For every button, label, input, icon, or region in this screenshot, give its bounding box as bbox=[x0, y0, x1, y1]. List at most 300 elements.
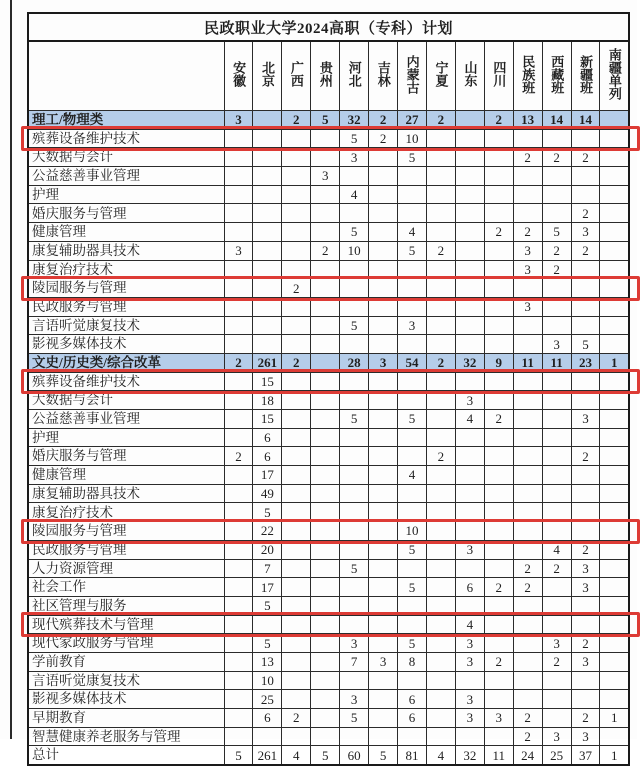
table-row bbox=[28, 372, 629, 391]
cell bbox=[311, 727, 340, 746]
cell: 6 bbox=[398, 690, 427, 709]
cell bbox=[426, 709, 455, 728]
cell bbox=[455, 204, 484, 223]
cell bbox=[311, 428, 340, 447]
cell: 15 bbox=[253, 410, 282, 429]
cell bbox=[513, 185, 542, 204]
column-header-label: 新疆班 bbox=[578, 54, 594, 94]
cell bbox=[224, 204, 253, 223]
cell: 4 bbox=[455, 410, 484, 429]
cell bbox=[369, 559, 398, 578]
cell: 3 bbox=[542, 634, 571, 653]
cell bbox=[542, 522, 571, 541]
row-label: 健康管理 bbox=[28, 466, 224, 485]
table-row bbox=[28, 204, 629, 223]
cell: 4 bbox=[426, 746, 455, 765]
section-row bbox=[28, 353, 629, 372]
cell: 6 bbox=[455, 578, 484, 597]
cell bbox=[311, 148, 340, 167]
table-row bbox=[28, 484, 629, 503]
cell bbox=[426, 522, 455, 541]
cell bbox=[600, 335, 629, 354]
cell: 5 bbox=[398, 634, 427, 653]
cell bbox=[513, 466, 542, 485]
cell: 3 bbox=[455, 634, 484, 653]
column-header-label: 宁夏 bbox=[433, 61, 449, 87]
cell bbox=[311, 372, 340, 391]
cell bbox=[398, 372, 427, 391]
cell bbox=[600, 204, 629, 223]
cell bbox=[426, 578, 455, 597]
column-header-label: 南疆单列 bbox=[606, 48, 622, 100]
cell bbox=[340, 522, 369, 541]
cell: 261 bbox=[253, 353, 282, 372]
column-header bbox=[426, 41, 455, 111]
column-header-label: 广西 bbox=[288, 61, 304, 87]
cell: 10 bbox=[253, 671, 282, 690]
cell bbox=[542, 671, 571, 690]
cell: 2 bbox=[542, 148, 571, 167]
cell bbox=[600, 503, 629, 522]
cell bbox=[311, 223, 340, 242]
cell bbox=[513, 671, 542, 690]
cell: 2 bbox=[282, 709, 311, 728]
cell bbox=[484, 148, 513, 167]
cell bbox=[282, 335, 311, 354]
cell: 37 bbox=[571, 746, 600, 765]
cell bbox=[426, 466, 455, 485]
cell: 5 bbox=[311, 746, 340, 765]
row-label: 婚庆服务与管理 bbox=[28, 447, 224, 466]
row-label: 理工/物理类 bbox=[28, 111, 224, 130]
cell bbox=[600, 727, 629, 746]
cell bbox=[398, 727, 427, 746]
cell: 2 bbox=[311, 241, 340, 260]
cell bbox=[311, 540, 340, 559]
table-row bbox=[28, 185, 629, 204]
cell bbox=[224, 316, 253, 335]
cell bbox=[398, 391, 427, 410]
cell bbox=[600, 615, 629, 634]
table-row bbox=[28, 391, 629, 410]
cell bbox=[542, 391, 571, 410]
cell bbox=[369, 447, 398, 466]
cell: 17 bbox=[253, 466, 282, 485]
cell: 81 bbox=[398, 746, 427, 765]
cell bbox=[571, 466, 600, 485]
cell bbox=[282, 671, 311, 690]
column-header-label: 山东 bbox=[462, 61, 478, 87]
table-body bbox=[28, 111, 629, 766]
cell bbox=[600, 111, 629, 130]
cell bbox=[369, 148, 398, 167]
cell bbox=[340, 447, 369, 466]
cell bbox=[484, 466, 513, 485]
cell bbox=[426, 316, 455, 335]
column-header bbox=[340, 41, 369, 111]
cell bbox=[253, 260, 282, 279]
cell bbox=[282, 204, 311, 223]
cell bbox=[369, 316, 398, 335]
cell: 2 bbox=[484, 111, 513, 130]
row-label: 陵园服务与管理 bbox=[28, 522, 224, 541]
cell bbox=[571, 690, 600, 709]
cell bbox=[542, 167, 571, 186]
cell: 2 bbox=[369, 129, 398, 148]
column-header-label: 北京 bbox=[260, 61, 275, 87]
cell: 5 bbox=[253, 596, 282, 615]
column-header-label: 河北 bbox=[346, 61, 362, 87]
row-label: 婚庆服务与管理 bbox=[28, 204, 224, 223]
cell bbox=[224, 578, 253, 597]
cell: 3 bbox=[224, 111, 253, 130]
cell: 5 bbox=[340, 709, 369, 728]
cell bbox=[484, 596, 513, 615]
cell bbox=[484, 540, 513, 559]
row-label: 现代家政服务与管理 bbox=[28, 634, 224, 653]
row-label: 文史/历史类/综合改革 bbox=[28, 353, 224, 372]
cell: 261 bbox=[253, 746, 282, 765]
cell bbox=[253, 241, 282, 260]
cell bbox=[513, 652, 542, 671]
cell bbox=[484, 279, 513, 298]
cell bbox=[398, 260, 427, 279]
cell bbox=[571, 484, 600, 503]
cell bbox=[282, 466, 311, 485]
cell bbox=[600, 578, 629, 597]
cell: 3 bbox=[340, 148, 369, 167]
cell bbox=[455, 316, 484, 335]
column-header-label: 内蒙古 bbox=[404, 54, 420, 94]
cell bbox=[340, 484, 369, 503]
cell bbox=[224, 522, 253, 541]
cell bbox=[542, 709, 571, 728]
row-label: 民政服务与管理 bbox=[28, 297, 224, 316]
table-title: 民政职业大学2024高职（专科）计划 bbox=[28, 13, 629, 41]
cell bbox=[426, 540, 455, 559]
cell: 2 bbox=[513, 709, 542, 728]
cell bbox=[455, 260, 484, 279]
table-row bbox=[28, 297, 629, 316]
cell bbox=[340, 372, 369, 391]
cell: 18 bbox=[253, 391, 282, 410]
cell bbox=[600, 410, 629, 429]
cell bbox=[600, 167, 629, 186]
table-row bbox=[28, 279, 629, 298]
cell bbox=[282, 297, 311, 316]
cell bbox=[484, 615, 513, 634]
cell: 28 bbox=[340, 353, 369, 372]
cell bbox=[311, 709, 340, 728]
cell bbox=[571, 297, 600, 316]
cell bbox=[455, 428, 484, 447]
cell bbox=[253, 167, 282, 186]
table-row bbox=[28, 540, 629, 559]
row-label: 现代殡葬技术与管理 bbox=[28, 615, 224, 634]
cell bbox=[426, 185, 455, 204]
cell bbox=[455, 111, 484, 130]
cell bbox=[426, 615, 455, 634]
table-row bbox=[28, 260, 629, 279]
cell bbox=[542, 316, 571, 335]
cell bbox=[571, 596, 600, 615]
cell bbox=[455, 372, 484, 391]
cell: 2 bbox=[484, 223, 513, 242]
cell bbox=[513, 634, 542, 653]
cell bbox=[224, 297, 253, 316]
cell bbox=[311, 690, 340, 709]
table-row bbox=[28, 652, 629, 671]
cell: 11 bbox=[484, 746, 513, 765]
cell bbox=[282, 260, 311, 279]
cell: 3 bbox=[513, 260, 542, 279]
cell: 2 bbox=[542, 559, 571, 578]
table-row bbox=[28, 503, 629, 522]
row-label: 护理 bbox=[28, 185, 224, 204]
row-label: 公益慈善事业管理 bbox=[28, 410, 224, 429]
cell bbox=[455, 167, 484, 186]
cell bbox=[224, 671, 253, 690]
cell bbox=[455, 466, 484, 485]
cell bbox=[484, 297, 513, 316]
cell: 3 bbox=[340, 634, 369, 653]
cell bbox=[369, 335, 398, 354]
cell bbox=[311, 204, 340, 223]
cell bbox=[571, 428, 600, 447]
cell bbox=[311, 559, 340, 578]
row-label: 陵园服务与管理 bbox=[28, 279, 224, 298]
cell bbox=[513, 167, 542, 186]
cell bbox=[311, 316, 340, 335]
row-label: 社会工作 bbox=[28, 578, 224, 597]
cell bbox=[282, 148, 311, 167]
cell: 1 bbox=[600, 353, 629, 372]
cell bbox=[282, 596, 311, 615]
cell: 3 bbox=[542, 727, 571, 746]
table-row bbox=[28, 223, 629, 242]
column-header bbox=[253, 41, 282, 111]
cell: 13 bbox=[253, 652, 282, 671]
cell: 10 bbox=[398, 522, 427, 541]
cell bbox=[542, 279, 571, 298]
cell bbox=[426, 335, 455, 354]
cell bbox=[571, 279, 600, 298]
cell: 15 bbox=[253, 372, 282, 391]
cell bbox=[513, 335, 542, 354]
cell: 3 bbox=[571, 410, 600, 429]
cell bbox=[542, 484, 571, 503]
cell: 6 bbox=[253, 447, 282, 466]
cell: 4 bbox=[455, 615, 484, 634]
row-label: 社区管理与服务 bbox=[28, 596, 224, 615]
cell bbox=[600, 447, 629, 466]
cell bbox=[513, 129, 542, 148]
cell bbox=[426, 671, 455, 690]
cell: 32 bbox=[340, 111, 369, 130]
cell: 2 bbox=[571, 241, 600, 260]
cell bbox=[513, 428, 542, 447]
cell bbox=[542, 596, 571, 615]
cell bbox=[224, 615, 253, 634]
cell bbox=[455, 335, 484, 354]
cell bbox=[340, 335, 369, 354]
cell: 2 bbox=[513, 148, 542, 167]
cell bbox=[398, 167, 427, 186]
row-label: 学前教育 bbox=[28, 652, 224, 671]
cell bbox=[253, 185, 282, 204]
cell bbox=[369, 185, 398, 204]
cell bbox=[426, 391, 455, 410]
cell: 5 bbox=[398, 148, 427, 167]
cell: 2 bbox=[282, 279, 311, 298]
cell: 5 bbox=[340, 410, 369, 429]
cell: 3 bbox=[455, 690, 484, 709]
cell: 9 bbox=[484, 353, 513, 372]
column-header-label: 四川 bbox=[491, 61, 507, 87]
cell bbox=[340, 391, 369, 410]
cell bbox=[311, 652, 340, 671]
cell bbox=[282, 540, 311, 559]
cell bbox=[340, 167, 369, 186]
row-label: 影视多媒体技术 bbox=[28, 690, 224, 709]
column-header bbox=[571, 41, 600, 111]
cell: 3 bbox=[224, 241, 253, 260]
cell bbox=[484, 185, 513, 204]
column-header bbox=[455, 41, 484, 111]
cell bbox=[426, 148, 455, 167]
column-header bbox=[542, 41, 571, 111]
cell bbox=[311, 522, 340, 541]
cell: 2 bbox=[426, 353, 455, 372]
cell: 3 bbox=[455, 709, 484, 728]
cell: 10 bbox=[398, 129, 427, 148]
cell bbox=[600, 316, 629, 335]
cell: 3 bbox=[571, 559, 600, 578]
cell bbox=[282, 241, 311, 260]
cell bbox=[340, 578, 369, 597]
cell bbox=[542, 428, 571, 447]
cell: 3 bbox=[340, 690, 369, 709]
table-row bbox=[28, 615, 629, 634]
cell bbox=[311, 129, 340, 148]
cell bbox=[600, 671, 629, 690]
cell bbox=[369, 522, 398, 541]
row-label: 康复辅助器具技术 bbox=[28, 484, 224, 503]
row-label: 总计 bbox=[28, 746, 224, 765]
cell bbox=[455, 596, 484, 615]
cell bbox=[426, 634, 455, 653]
cell: 17 bbox=[253, 578, 282, 597]
cell bbox=[224, 727, 253, 746]
cell: 5 bbox=[542, 223, 571, 242]
cell bbox=[398, 279, 427, 298]
cell: 7 bbox=[253, 559, 282, 578]
cell bbox=[253, 204, 282, 223]
cell bbox=[484, 447, 513, 466]
cell bbox=[282, 559, 311, 578]
cell bbox=[369, 466, 398, 485]
cell: 5 bbox=[398, 410, 427, 429]
cell: 3 bbox=[542, 335, 571, 354]
cell bbox=[340, 540, 369, 559]
corner-header-cell bbox=[28, 41, 224, 111]
cell: 3 bbox=[455, 540, 484, 559]
cell bbox=[455, 503, 484, 522]
cell bbox=[571, 391, 600, 410]
cell bbox=[224, 260, 253, 279]
row-label: 健康管理 bbox=[28, 223, 224, 242]
cell bbox=[340, 615, 369, 634]
cell: 54 bbox=[398, 353, 427, 372]
table-row bbox=[28, 316, 629, 335]
cell bbox=[340, 260, 369, 279]
cell bbox=[282, 185, 311, 204]
cell bbox=[369, 709, 398, 728]
cell bbox=[224, 223, 253, 242]
cell: 14 bbox=[571, 111, 600, 130]
cell bbox=[484, 335, 513, 354]
cell bbox=[340, 204, 369, 223]
cell bbox=[600, 522, 629, 541]
cell: 3 bbox=[571, 652, 600, 671]
cell bbox=[369, 503, 398, 522]
cell bbox=[542, 185, 571, 204]
cell: 2 bbox=[571, 447, 600, 466]
cell bbox=[340, 466, 369, 485]
cell: 2 bbox=[542, 260, 571, 279]
cell bbox=[253, 297, 282, 316]
cell bbox=[253, 727, 282, 746]
cell bbox=[571, 316, 600, 335]
cell bbox=[253, 279, 282, 298]
row-label: 言语听觉康复技术 bbox=[28, 316, 224, 335]
cell bbox=[600, 260, 629, 279]
cell bbox=[571, 372, 600, 391]
cell bbox=[311, 353, 340, 372]
cell bbox=[542, 204, 571, 223]
cell bbox=[513, 316, 542, 335]
cell: 22 bbox=[253, 522, 282, 541]
cell bbox=[513, 690, 542, 709]
page-left-border bbox=[10, 0, 12, 739]
cell bbox=[311, 410, 340, 429]
cell bbox=[369, 279, 398, 298]
cell bbox=[398, 204, 427, 223]
cell bbox=[426, 297, 455, 316]
cell bbox=[282, 372, 311, 391]
cell bbox=[484, 671, 513, 690]
row-label: 早期教育 bbox=[28, 709, 224, 728]
cell bbox=[600, 129, 629, 148]
cell bbox=[369, 690, 398, 709]
cell bbox=[455, 129, 484, 148]
cell bbox=[282, 522, 311, 541]
table-row bbox=[28, 690, 629, 709]
cell bbox=[484, 559, 513, 578]
cell: 3 bbox=[571, 223, 600, 242]
cell bbox=[311, 185, 340, 204]
cell bbox=[398, 671, 427, 690]
cell: 3 bbox=[369, 652, 398, 671]
cell bbox=[513, 615, 542, 634]
row-label: 人力资源管理 bbox=[28, 559, 224, 578]
cell bbox=[224, 709, 253, 728]
cell bbox=[369, 297, 398, 316]
cell: 3 bbox=[571, 578, 600, 597]
cell bbox=[224, 129, 253, 148]
cell bbox=[369, 540, 398, 559]
cell bbox=[542, 372, 571, 391]
